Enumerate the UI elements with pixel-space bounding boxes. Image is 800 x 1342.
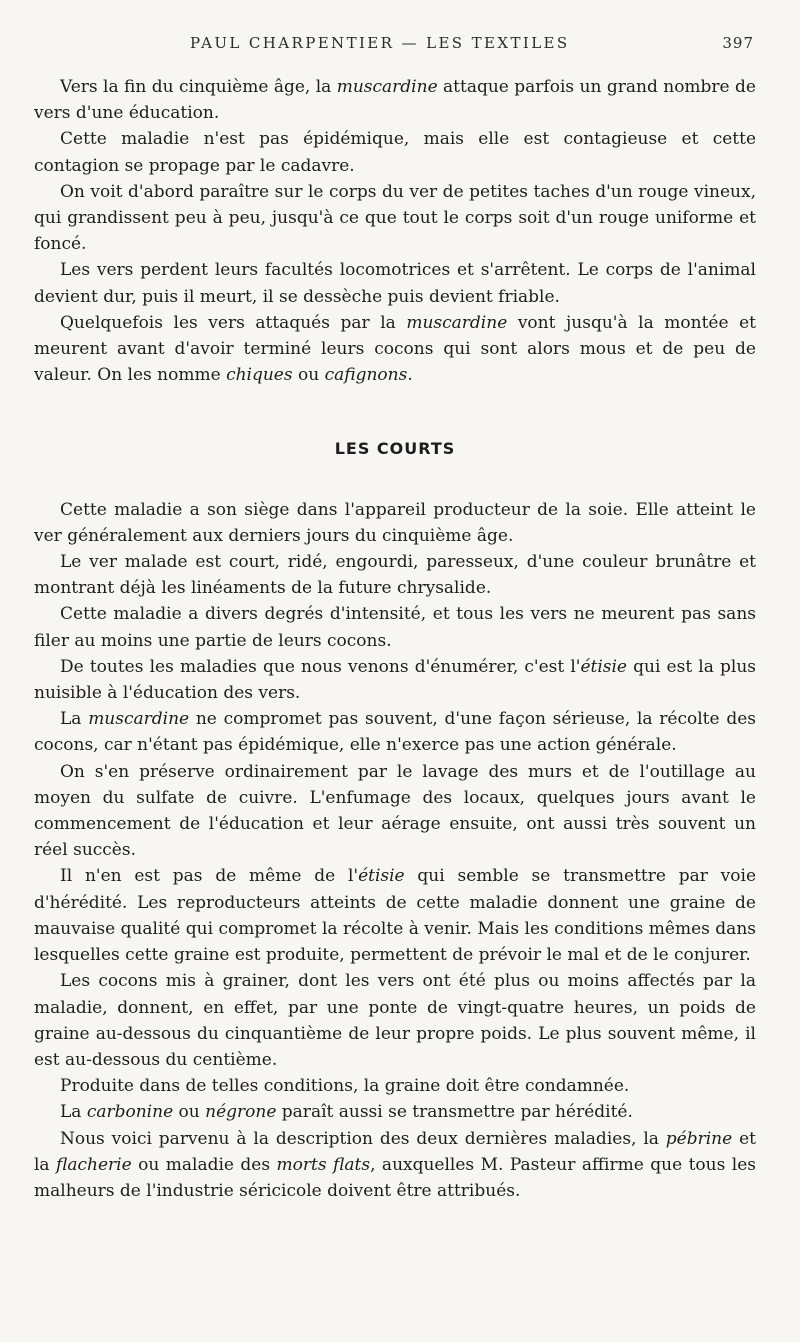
italic-term: chiques xyxy=(226,365,293,386)
italic-term: morts flats xyxy=(276,1154,371,1175)
paragraph: Il n'en est pas de même de l'étisie qui semble se transmettre par voie d'hérédité. Les reproducteurs atteints de cette maladie donnent une graine de mauvaise qualité qui compromet la récolte à venir. Mais les conditions mêmes dans lesquelles cette graine est produite, permettent de prévoir le mal et de le conjurer. xyxy=(34,866,756,966)
paragraph: Nous voici parvenu à la description des deux dernières maladies, la pébrine et la flacherie ou maladie des morts flats, auxquelles M. Pasteur affirme que tous les malheurs de l'industrie séricicole doivent être attribués. xyxy=(34,1128,756,1201)
page-header xyxy=(0,34,800,58)
paragraph: Cette maladie n'est pas épidémique, mais elle est contagieuse et cette contagion se propage par le cadavre. xyxy=(34,129,756,176)
page-number: 397 xyxy=(722,34,754,52)
paragraph: Produite dans de telles conditions, la graine doit être condamnée. xyxy=(60,1076,630,1097)
paragraph: Cette maladie a son siège dans l'appareil producteur de la soie. Elle atteint le ver généralement aux derniers jours du cinquième âge. xyxy=(34,499,756,546)
section-title: LES COURTS xyxy=(334,439,456,459)
italic-term: étisie xyxy=(358,866,405,887)
paragraph: Quelquefois les vers attaqués par la muscardine vont jusqu'à la montée et meurent avant d'avoir terminé leurs cocons qui sont alors mous et de peu de valeur. On les nomme chiques ou cafignons. xyxy=(34,312,756,386)
paragraph: Les cocons mis à grainer, dont les vers ont été plus ou moins affectés par la maladie, donnent, en effet, par une ponte de vingt-quatre heures, un poids de graine au-dessous du cinquantième de leur propre poids. Le plus souvent même, il est au-dessous du centième. xyxy=(34,971,756,1070)
paragraphs-after xyxy=(34,497,756,1204)
italic-term: carbonine xyxy=(86,1102,174,1123)
italic-term: muscardine xyxy=(88,709,190,730)
italic-term: pébrine xyxy=(665,1128,733,1149)
page-body xyxy=(34,74,756,1204)
italic-term: négrone xyxy=(205,1102,277,1123)
italic-term: cafignons xyxy=(324,365,408,386)
italic-term: flacherie xyxy=(56,1154,132,1175)
paragraph: De toutes les maladies que nous venons d'énumérer, c'est l'étisie qui est la plus nuisible à l'éducation des vers. xyxy=(34,656,756,704)
paragraph: La muscardine ne compromet pas souvent, d'une façon sérieuse, la récolte des cocons, car n'étant pas épidémique, elle n'exerce pas une action générale. xyxy=(34,709,756,756)
paragraph: Vers la fin du cinquième âge, la muscardine attaque parfois un grand nombre de vers d'une éducation. xyxy=(34,77,756,124)
italic-term: muscardine xyxy=(336,77,438,97)
paragraphs-before xyxy=(34,74,756,388)
italic-term: étisie xyxy=(580,656,627,677)
paragraph: Le ver malade est court, ridé, engourdi, paresseux, d'une couleur brunâtre et montrant déjà les linéaments de la future chrysalide. xyxy=(34,552,756,599)
paragraph: La carbonine ou négrone paraît aussi se transmettre par hérédité. xyxy=(60,1102,633,1123)
paragraph: On voit d'abord paraître sur le corps du ver de petites taches d'un rouge vineux, qui grandissent peu à peu, jusqu'à ce que tout le corps soit d'un rouge uniforme et foncé. xyxy=(34,181,756,255)
italic-term: muscardine xyxy=(406,312,508,333)
paragraph: On s'en préserve ordinairement par le lavage des murs et de l'outillage au moyen du sulfate de cuivre. L'enfumage des locaux, quelques jours avant le commencement de l'éducation et leur aérage ensuite, ont aussi très souvent un réel succès. xyxy=(34,761,756,861)
paragraph: Cette maladie a divers degrés d'intensité, et tous les vers ne meurent pas sans filer au moins une partie de leurs cocons. xyxy=(34,604,756,651)
running-title: PAUL CHARPENTIER — LES TEXTILES xyxy=(190,34,570,52)
paragraph: Les vers perdent leurs facultés locomotrices et s'arrêtent. Le corps de l'animal devient dur, puis il meurt, il se dessèche puis devient friable. xyxy=(34,260,756,307)
